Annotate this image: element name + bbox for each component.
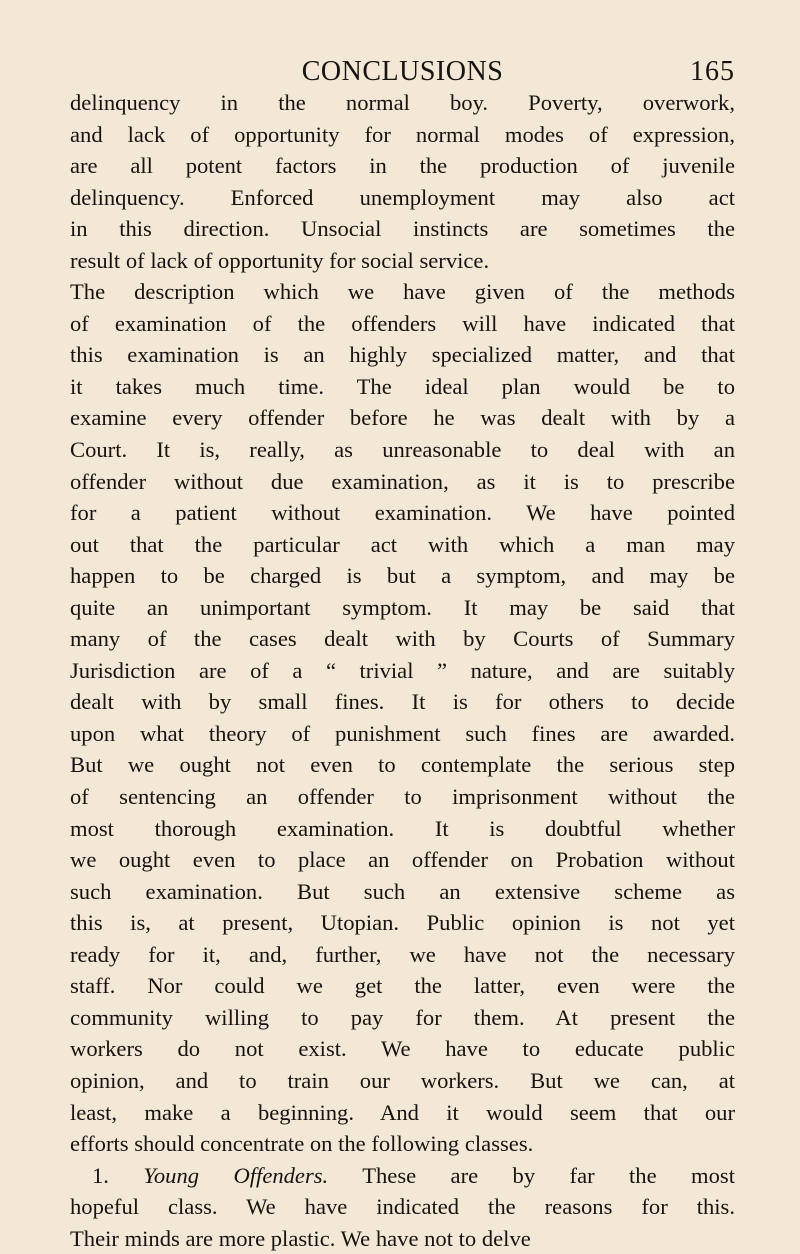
item-text: These are by far the most <box>362 1162 735 1188</box>
text-line: Their minds are more plastic. We have not to delve <box>70 1225 531 1251</box>
text-line: such examination. But such an extensive scheme as <box>70 878 735 904</box>
text-line: in this direction. Unsocial instincts are sometimes the <box>70 216 735 242</box>
text-line: ready for it, and, further, we have not the necessary <box>70 941 735 967</box>
text-line: happen to be charged is but a symptom, and may be <box>70 563 735 589</box>
text-line: opinion, and to train our workers. But we can, at <box>70 1067 735 1093</box>
text-line: result of lack of opportunity for social service. <box>70 247 490 273</box>
text-line: examine every offender before he was dealt with by a <box>70 405 735 431</box>
text-line: Jurisdiction are of a “ trivial ” nature, and are suitably <box>70 657 735 683</box>
text-line: most thorough examination. It is doubtful whether <box>70 815 735 841</box>
text-line: we ought even to place an offender on Probation without <box>70 847 735 873</box>
page-number: 165 <box>690 56 735 87</box>
text-line: this examination is an highly specialized matter, and that <box>70 342 735 368</box>
text-line: many of the cases dealt with by Courts of Summary <box>70 626 735 652</box>
text-line: efforts should concentrate on the following classes. <box>70 1131 534 1157</box>
text-line: The description which we have given of the methods <box>70 279 735 305</box>
text-line: staff. Nor could we get the latter, even were the <box>70 973 735 999</box>
body-text <box>70 87 735 1254</box>
running-head: CONCLUSIONS <box>301 56 504 87</box>
text-line: workers do not exist. We have to educate public <box>70 1036 735 1062</box>
text-line: community willing to pay for them. At present the <box>70 1004 735 1030</box>
text-line: delinquency. Enforced unemployment may also act <box>70 184 735 210</box>
text-line: of sentencing an offender to imprisonment without the <box>70 784 735 810</box>
text-line: and lack of opportunity for normal modes of expression, <box>70 121 735 147</box>
text-line: are all potent factors in the production of juvenile <box>70 153 735 179</box>
text-line: for a patient without examination. We have pointed <box>70 500 735 526</box>
text-line: Court. It is, really, as unreasonable to deal with an <box>70 437 735 463</box>
text-line: of examination of the offenders will have indicated that <box>70 310 735 336</box>
text-line: But we ought not even to contemplate the serious step <box>70 752 735 778</box>
text-line: dealt with by small fines. It is for others to decide <box>70 689 735 715</box>
text-line: least, make a beginning. And it would seem that our <box>70 1099 735 1125</box>
item-heading: Young Offenders. <box>143 1162 329 1188</box>
item-number: 1. <box>92 1162 109 1188</box>
text-line: upon what theory of punishment such fines are awarded. <box>70 720 735 746</box>
text-line: it takes much time. The ideal plan would be to <box>70 373 735 399</box>
page-header <box>70 52 735 92</box>
text-line: this is, at present, Utopian. Public opinion is not yet <box>70 910 735 936</box>
text-line: hopeful class. We have indicated the reasons for this. <box>70 1194 735 1220</box>
text-line: out that the particular act with which a man may <box>70 531 735 557</box>
numbered-item <box>70 1160 735 1192</box>
text-line: quite an unimportant symptom. It may be said that <box>70 594 735 620</box>
text-line: offender without due examination, as it is to prescribe <box>70 468 735 494</box>
text-line: delinquency in the normal boy. Poverty, overwork, <box>70 90 735 115</box>
